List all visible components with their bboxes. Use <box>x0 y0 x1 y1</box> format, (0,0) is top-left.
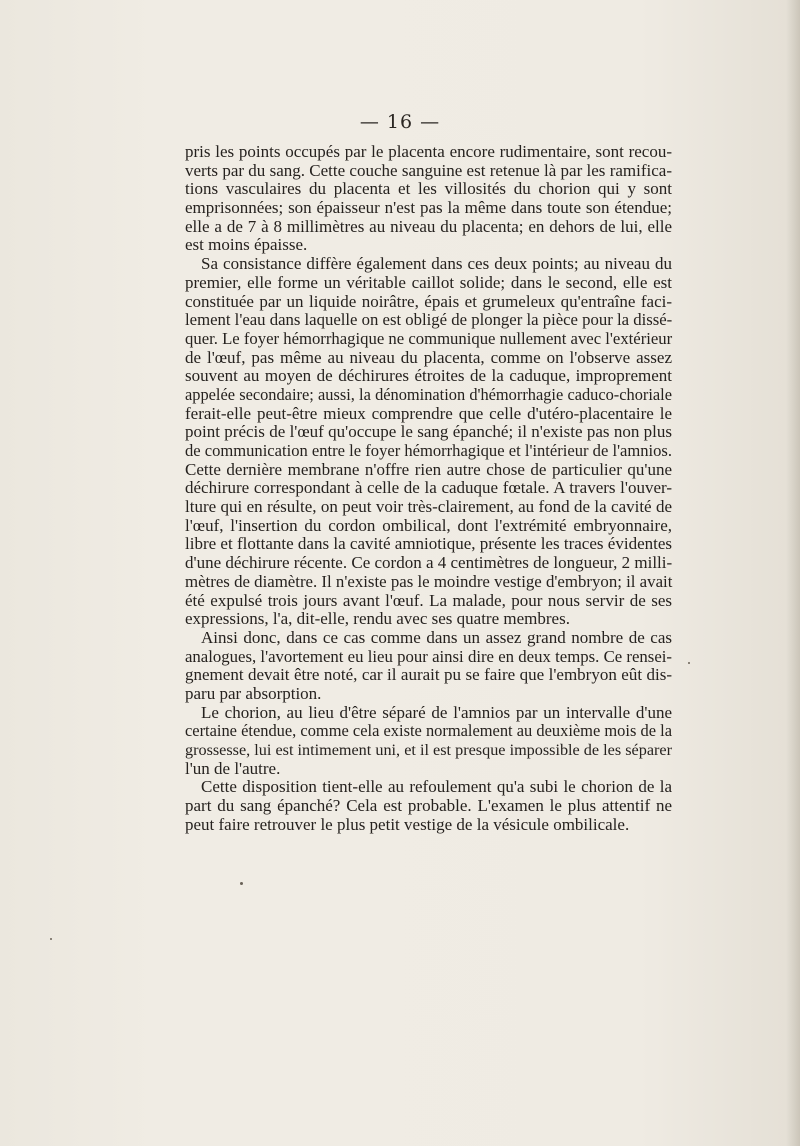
text-line: certaine étendue, comme cela existe normalement au deuxième mois de la <box>185 721 672 741</box>
text-line: tions vasculaires du placenta et les villosités du chorion qui y sont <box>185 179 672 199</box>
text-line: lture qui en résulte, on peut voir très-clairement, au fond de la cavité de <box>185 497 672 517</box>
text-line: pris les points occupés par le placenta encore rudimentaire, sont recou- <box>185 142 672 161</box>
paper-speck <box>688 662 690 664</box>
text-line: Le chorion, au lieu d'être séparé de l'amnios par un intervalle d'une <box>201 702 672 722</box>
text-line: emprisonnées; son épaisseur n'est pas la même dans toute son étendue; <box>185 198 672 218</box>
text-line: libre et flottante dans la cavité amniotique, présente les traces évidentes <box>185 534 672 554</box>
text-line: Ainsi donc, dans ce cas comme dans un assez grand nombre de cas <box>201 627 672 647</box>
text-line: déchirure correspondant à celle de la caduque fœtale. A travers l'ouver- <box>185 478 672 498</box>
text-line: point précis de l'œuf qu'occupe le sang épanché; il n'existe pas non plus <box>185 422 672 442</box>
text-line: analogues, l'avortement eu lieu pour ainsi dire en deux temps. Ce rensei- <box>185 646 672 666</box>
text-line: souvent au moyen de déchirures étroites de la caduque, improprement <box>185 366 672 386</box>
text-line: grossesse, lui est intimement uni, et il est presque impossible de les séparer <box>185 741 672 759</box>
text-line: été expulsé trois jours avant l'œuf. La malade, pour nous servir de ses <box>185 590 672 610</box>
text-line: quer. Le foyer hémorrhagique ne communique nullement avec l'extérieur <box>185 328 673 348</box>
text-line: Cette dernière membrane n'offre rien autre chose de particulier qu'une <box>185 459 672 479</box>
paper-speck <box>50 938 52 940</box>
text-line: verts par du sang. Cette couche sanguine est retenue là par les ramifica- <box>185 160 672 180</box>
text-line: peut faire retrouver le plus petit vestige de la vésicule ombilicale. <box>185 814 630 834</box>
body-text <box>185 143 672 834</box>
text-line: ferait-elle peut-être mieux comprendre que celle d'utéro-placentaire le <box>185 403 672 423</box>
paragraph-3 <box>185 629 672 704</box>
page-number: — 16 — <box>359 111 441 133</box>
text-line: l'œuf, l'insertion du cordon ombilical, dont l'extrémité embryonnaire, <box>185 515 672 535</box>
text-line: de communication entre le foyer hémorrhagique et l'intérieur de l'amnios. <box>185 441 672 460</box>
text-line: paru par absorption. <box>185 683 322 703</box>
text-line: d'une déchirure récente. Ce cordon a 4 centimètres de longueur, 2 milli- <box>185 553 673 573</box>
text-line: gnement devait être noté, car il aurait pu se faire que l'embryon eût dis- <box>185 665 672 685</box>
text-line: expressions, l'a, dit-elle, rendu avec ses quatre membres. <box>185 609 570 629</box>
text-line: Sa consistance diffère également dans ces deux points; au niveau du <box>201 254 672 274</box>
paper-speck <box>240 882 243 885</box>
page-edge-shadow <box>786 0 800 1146</box>
text-line: appelée secondaire; aussi, la dénomination d'hémorrhagie caduco-choriale <box>185 384 672 404</box>
text-line: est moins épaisse. <box>185 235 308 255</box>
text-line: elle a de 7 à 8 millimètres au niveau du placenta; en dehors de lui, elle <box>185 216 672 236</box>
paragraph-4 <box>185 704 672 779</box>
text-line: lement l'eau dans laquelle on est obligé de plonger la pièce pour la dissé- <box>185 310 673 330</box>
text-line: part du sang épanché? Cela est probable. L'examen le plus attentif ne <box>185 796 672 816</box>
text-line: constituée par un liquide noirâtre, épais et grumeleux qu'entraîne faci- <box>185 291 672 311</box>
text-line: de l'œuf, pas même au niveau du placenta, comme on l'observe assez <box>185 347 672 367</box>
paragraph-1 <box>185 143 672 255</box>
text-line: mètres de diamètre. Il n'existe pas le moindre vestige d'embryon; il avait <box>185 571 673 591</box>
paragraph-2 <box>185 255 672 629</box>
text-line: l'un de l'autre. <box>185 758 281 778</box>
text-line: premier, elle forme un véritable caillot solide; dans le second, elle est <box>185 272 672 292</box>
text-line: Cette disposition tient-elle au refoulement qu'a subi le chorion de la <box>201 777 672 797</box>
paragraph-5 <box>185 778 672 834</box>
